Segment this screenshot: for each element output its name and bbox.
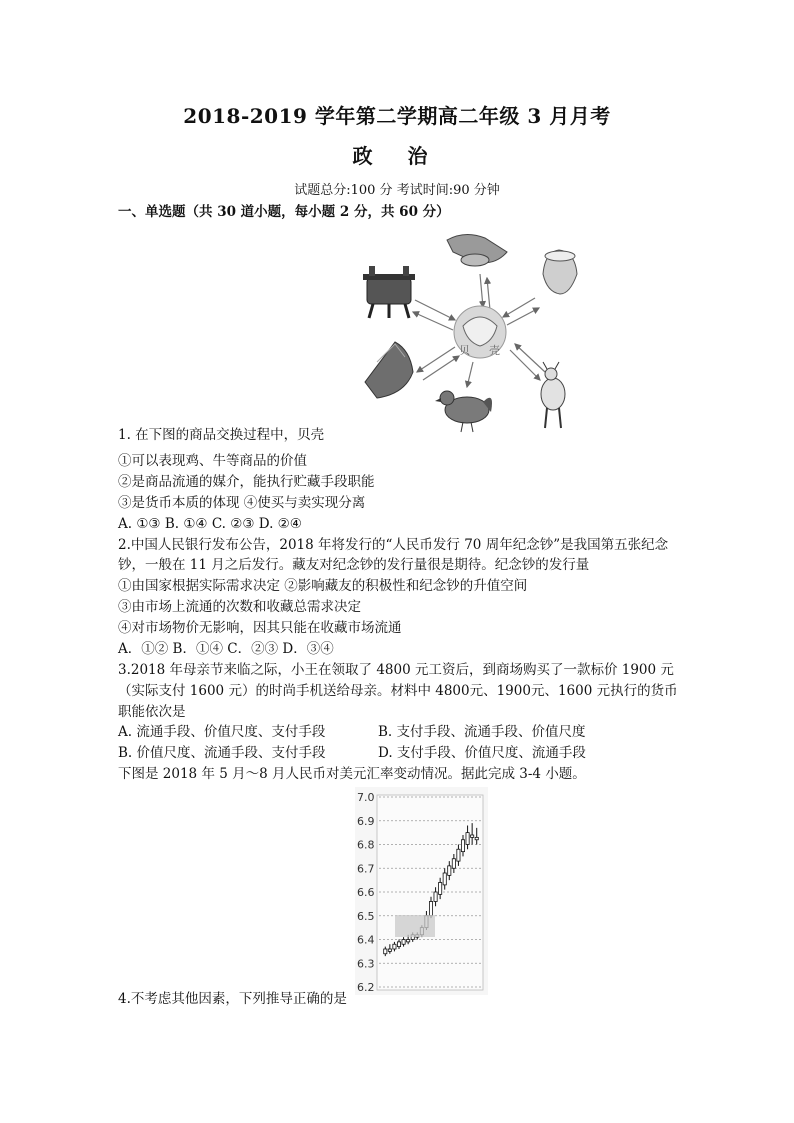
candle-body	[388, 949, 391, 951]
q3-option-a: A. 流通手段、价值尺度、支付手段	[118, 724, 326, 740]
q2-choices: A．①② B．①④ C．②③ D．③④	[118, 641, 334, 657]
candle-body	[429, 902, 432, 916]
q3-line-3: 职能依次是	[118, 704, 186, 720]
cloth-roll-icon	[447, 234, 507, 266]
candle-body	[452, 859, 455, 869]
y-tick-label: 6.6	[357, 886, 375, 899]
subject-title: 政 治	[352, 144, 442, 168]
q3-line-1: 3.2018 年母亲节来临之际，小王在领取了 4800 元工资后，到商场购买了一款标价 1900 元	[118, 662, 674, 678]
shell-icon	[454, 306, 506, 358]
exam-info: 试题总分:100 分 考试时间:90 分钟	[294, 183, 500, 198]
q2-option-1: ①由国家根据实际需求决定 ②影响藏友的积极性和纪念钞的升值空间	[118, 578, 528, 594]
q2-line-1: 2.中国人民银行发布公告，2018 年将发行的“人民币发行 70 周年纪念钞”是我国第五张纪念	[118, 537, 669, 553]
candle-body	[402, 940, 405, 945]
candle-body	[439, 883, 442, 895]
candle-body	[407, 940, 410, 942]
y-tick-label: 6.5	[357, 909, 375, 923]
chicken-icon	[435, 391, 492, 432]
candle-body	[466, 833, 469, 845]
candle-body	[461, 840, 464, 852]
shell-label-2: 壳	[489, 344, 500, 357]
q2-option-2: ③由市场上流通的次数和收藏总需求决定	[118, 599, 361, 615]
chart-intro: 下图是 2018 年 5 月～8 月人民币对美元汇率变动情况。据此完成 3-4 小题。	[118, 766, 586, 782]
candle-body	[384, 949, 387, 954]
exam-title: 2018-2019 学年第二学期高二年级 3 月月考	[183, 104, 611, 128]
candle-body	[393, 944, 396, 949]
y-tick-label: 6.4	[357, 933, 375, 947]
y-tick-label: 6.9	[357, 814, 375, 828]
shell-exchange-figure	[355, 222, 585, 434]
q3-line-2: （实际支付 1600 元）的时尚手机送给母亲。材料中 4800元、1900元、1600 元执行的货币	[118, 683, 678, 699]
bowl-icon	[543, 250, 577, 294]
q2-line-2: 钞，一般在 11 月之后发行。藏友对纪念钞的发行量很是期待。纪念钞的发行量	[118, 557, 590, 573]
y-tick-label: 6.7	[357, 862, 375, 876]
q1-option-1: ①可以表现鸡、牛等商品的价值	[118, 453, 307, 469]
q1-option-2: ②是商品流通的媒介，能执行贮藏手段职能	[118, 474, 375, 490]
candle-body	[475, 837, 478, 839]
q3-option-d: D. 支付手段、价值尺度、流通手段	[378, 745, 586, 761]
candle-body	[443, 873, 446, 885]
section-heading: 一、单选题（共 30 道小题，每小题 2 分，共 60 分）	[118, 204, 450, 220]
candle-body	[397, 942, 400, 947]
q3-option-c: B. 价值尺度、流通手段、支付手段	[118, 745, 326, 761]
bronze-vessel-icon	[363, 266, 415, 318]
candle-body	[434, 892, 437, 902]
q1-choices: A. ①③ B. ①④ C. ②③ D. ②④	[118, 516, 302, 532]
grain-sack-icon	[365, 342, 413, 398]
candle-body	[457, 849, 460, 861]
q3-option-b: B. 支付手段、流通手段、价值尺度	[378, 724, 586, 740]
y-tick-label: 7.0	[357, 791, 375, 804]
y-tick-label: 6.8	[357, 838, 375, 852]
candle-body	[471, 835, 474, 837]
exchange-rate-chart	[355, 787, 488, 995]
shell-label-1: 贝	[459, 344, 470, 357]
q4-stem: 4.不考虑其他因素，下列推导正确的是	[118, 991, 347, 1007]
y-tick-label: 6.3	[357, 957, 375, 971]
q1-option-3: ③是货币本质的体现 ④使买与卖实现分离	[118, 495, 366, 511]
y-tick-label: 6.2	[357, 981, 375, 994]
q1-stem: 1. 在下图的商品交换过程中，贝壳	[118, 427, 325, 443]
blurred-patch	[395, 915, 435, 937]
candle-body	[448, 866, 451, 876]
q2-option-3: ④对市场物价无影响，因其只能在收藏市场流通	[118, 620, 402, 636]
